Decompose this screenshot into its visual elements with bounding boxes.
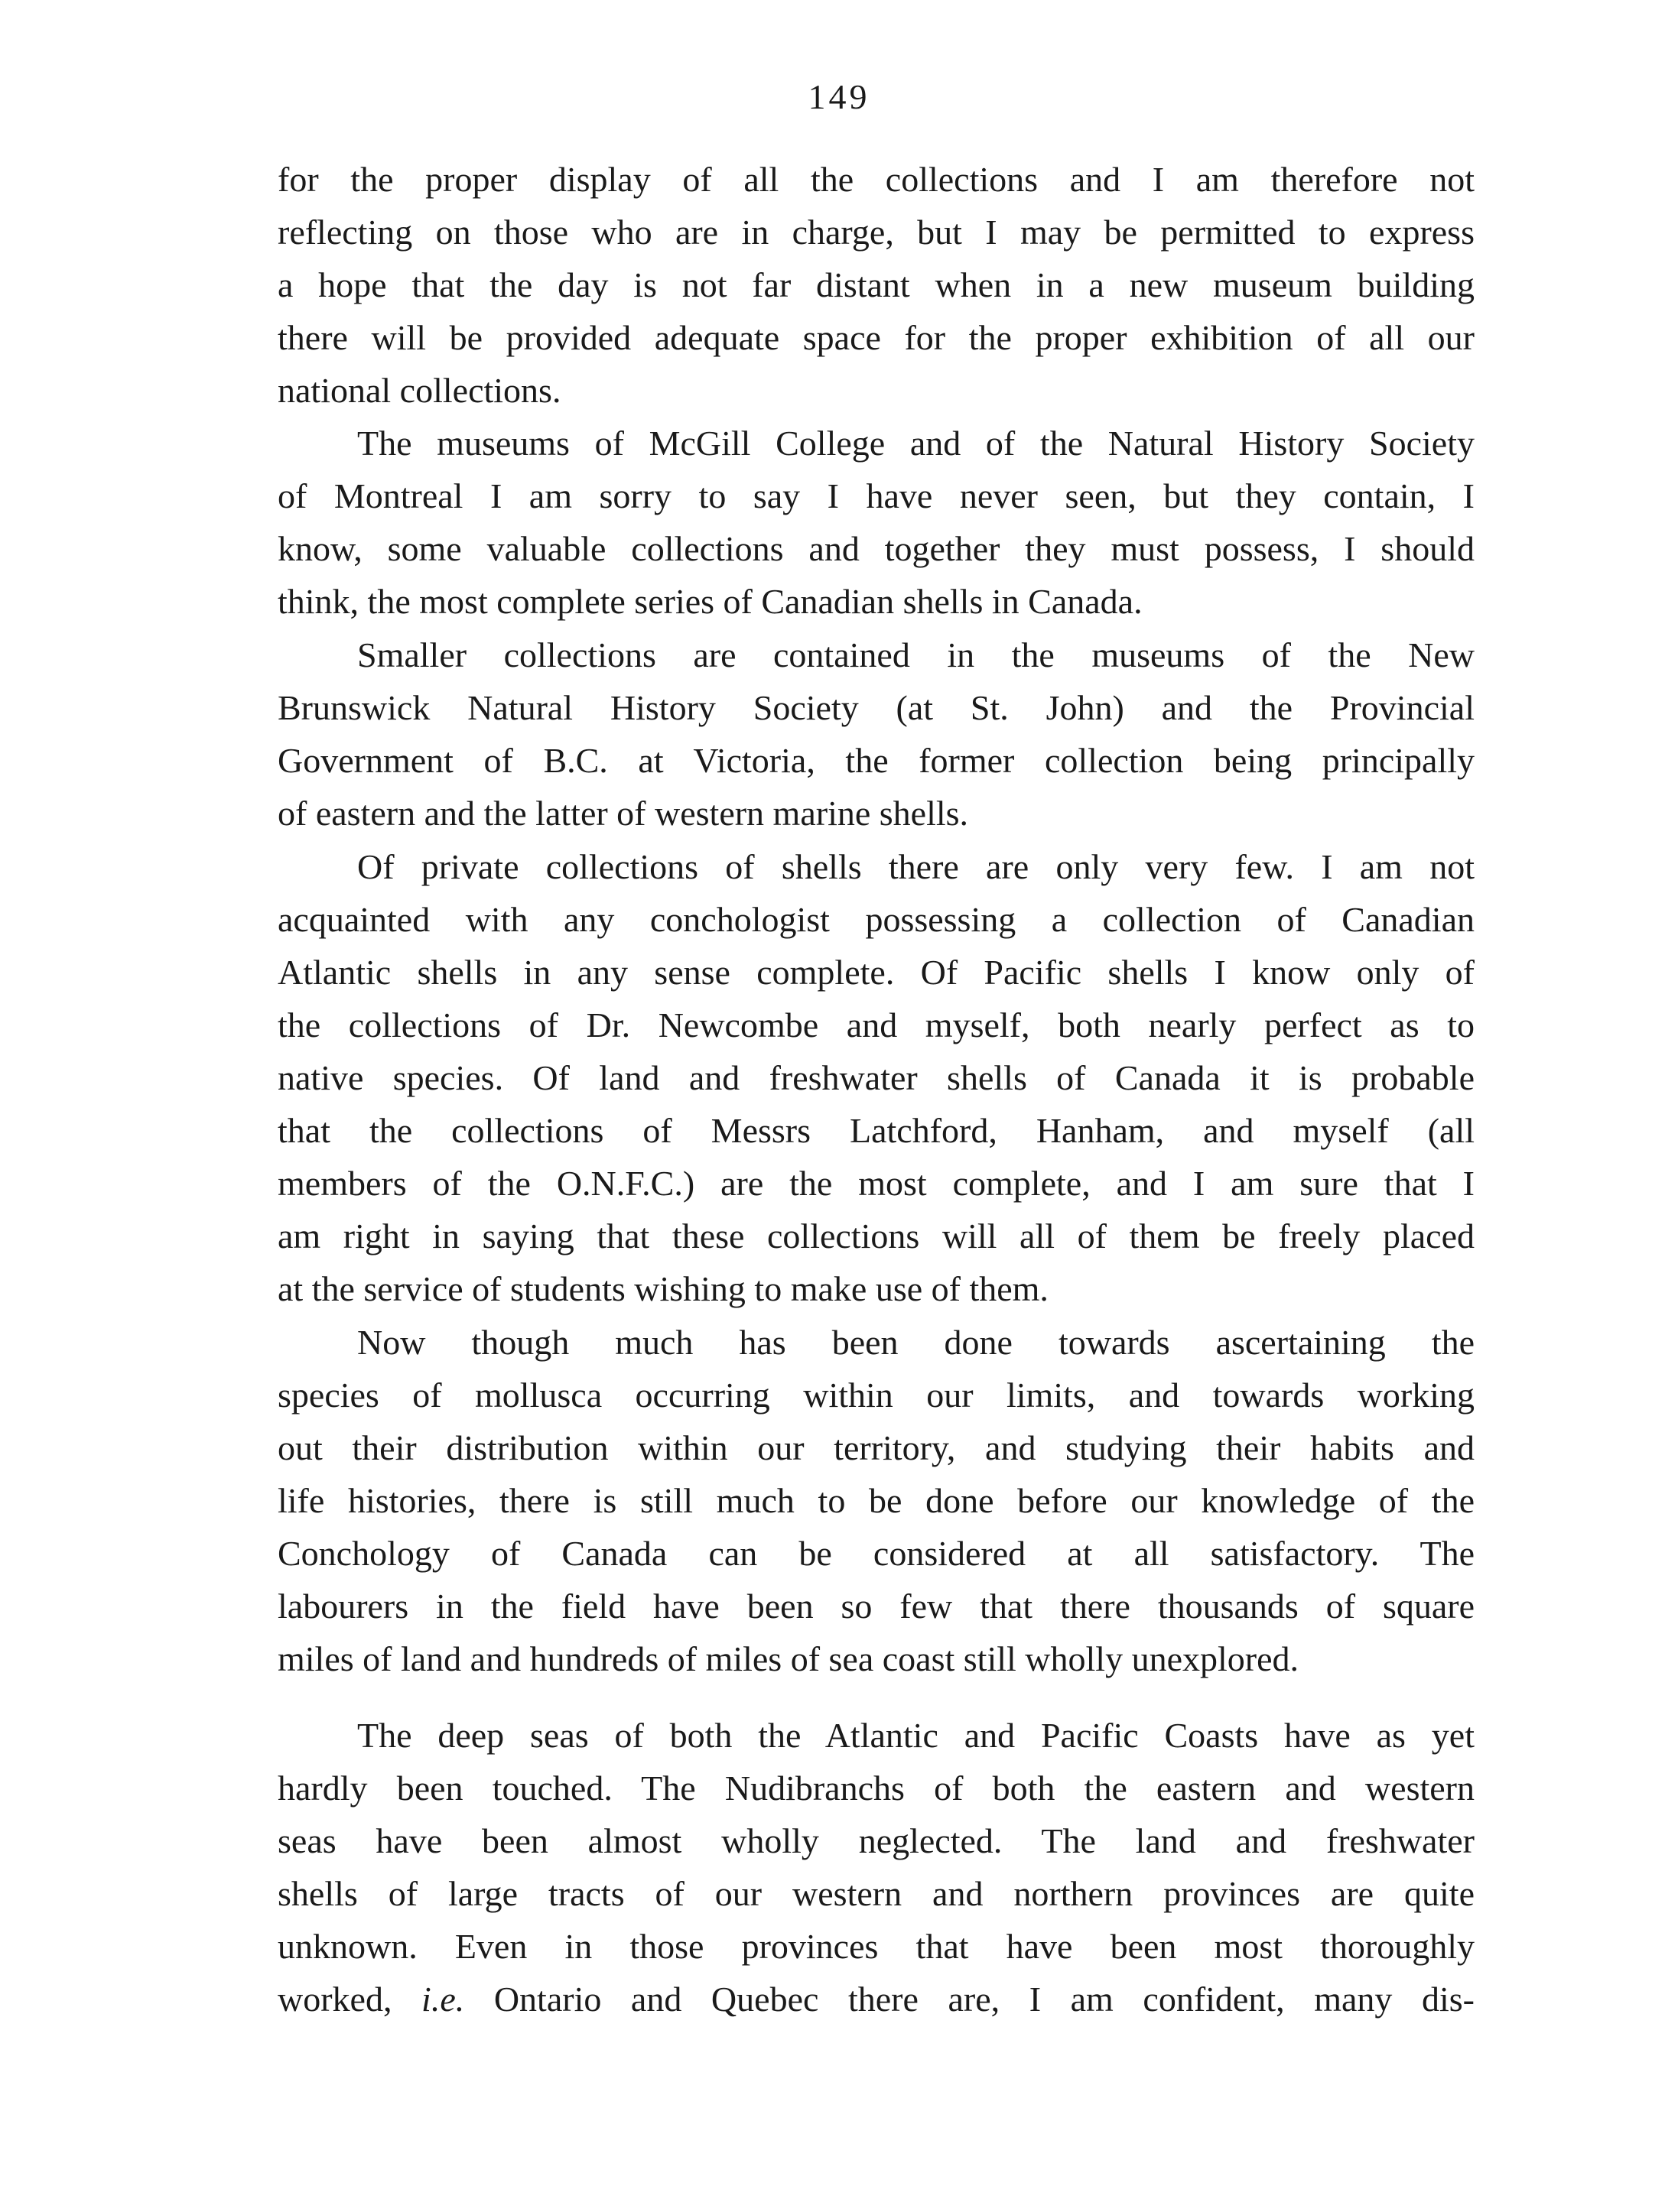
text-line: Of private collections of shells there are only very few. I am not — [357, 847, 1475, 886]
text-line: the collections of Dr. Newcombe and myself, both nearly perfect as to — [278, 1005, 1475, 1044]
text-line: shells of large tracts of our western and northern provinces are quite — [278, 1874, 1475, 1913]
text-line: of eastern and the latter of western marine shells. — [278, 794, 969, 833]
text-line: hardly been touched. The Nudibranchs of both the eastern and western — [278, 1769, 1475, 1808]
text-line: acquainted with any conchologist possessing a collection of Canadian — [278, 900, 1475, 939]
text-line: am right in saying that these collections will all of them be freely placed — [278, 1216, 1475, 1255]
text-line: national collections. — [278, 371, 561, 410]
text-line: for the proper display of all the collections and I am therefore not — [278, 160, 1475, 199]
text-line: members of the O.N.F.C.) are the most complete, and I am sure that I — [278, 1164, 1475, 1203]
paragraph-display-space — [278, 153, 1475, 417]
page-number: 149 — [808, 77, 870, 116]
text-line: think, the most complete series of Canadian shells in Canada. — [278, 582, 1143, 621]
paragraph-smaller-collections — [278, 629, 1475, 840]
text-run: Ontario and Quebec there are, I am confident, many dis- — [464, 1980, 1475, 2019]
text-line: Government of B.C. at Victoria, the former collection being principally — [278, 741, 1475, 780]
paragraph-much-to-be-done — [278, 1316, 1475, 1685]
paragraph-private-collections — [278, 840, 1475, 1315]
text-line: Now though much has been done towards ascertaining the — [357, 1323, 1475, 1362]
text-line: at the service of students wishing to make use of them. — [278, 1269, 1049, 1308]
paragraph-deep-seas — [278, 1709, 1475, 2025]
text-line: there will be provided adequate space for the proper exhibition of all our — [278, 318, 1475, 357]
text-line: a hope that the day is not far distant when in a new museum building — [278, 265, 1475, 304]
text-line: know, some valuable collections and together they must possess, I should — [278, 529, 1475, 568]
text-line: out their distribution within our territory, and studying their habits and — [278, 1428, 1475, 1467]
text-line: miles of land and hundreds of miles of sea coast still wholly unexplored. — [278, 1639, 1299, 1678]
text-line: Smaller collections are contained in the museums of the New — [357, 635, 1475, 674]
text-line: The deep seas of both the Atlantic and Pacific Coasts have as yet — [357, 1716, 1475, 1755]
text-line: life histories, there is still much to be done before our knowledge of the — [278, 1481, 1475, 1520]
text-line: Conchology of Canada can be considered at all satisfactory. The — [278, 1534, 1475, 1573]
text-line: The museums of McGill College and of the Natural History Society — [357, 424, 1475, 463]
text-line: species of mollusca occurring within our limits, and towards working — [278, 1376, 1475, 1415]
text-line: native species. Of land and freshwater shells of Canada it is probable — [278, 1058, 1475, 1097]
text-line: that the collections of Messrs Latchford, Hanham, and myself (all — [278, 1111, 1475, 1150]
text-line: Brunswick Natural History Society (at St. John) and the Provincial — [278, 688, 1475, 727]
text-line: reflecting on those who are in charge, but I may be permitted to express — [278, 213, 1475, 252]
text-line: of Montreal I am sorry to say I have never seen, but they contain, I — [278, 476, 1475, 515]
italic-abbreviation: i.e. — [421, 1980, 465, 2019]
text-line-final — [278, 1973, 1475, 2025]
text-line: Atlantic shells in any sense complete. Of Pacific shells I know only of — [278, 953, 1475, 992]
text-line: unknown. Even in those provinces that have been most thoroughly — [278, 1927, 1475, 1966]
text-line: seas have been almost wholly neglected. The land and freshwater — [278, 1821, 1475, 1860]
text-line: labourers in the field have been so few that there thousands of square — [278, 1587, 1475, 1626]
paragraph-mcgill-museums — [278, 417, 1475, 628]
text-run: worked, — [278, 1980, 422, 2019]
